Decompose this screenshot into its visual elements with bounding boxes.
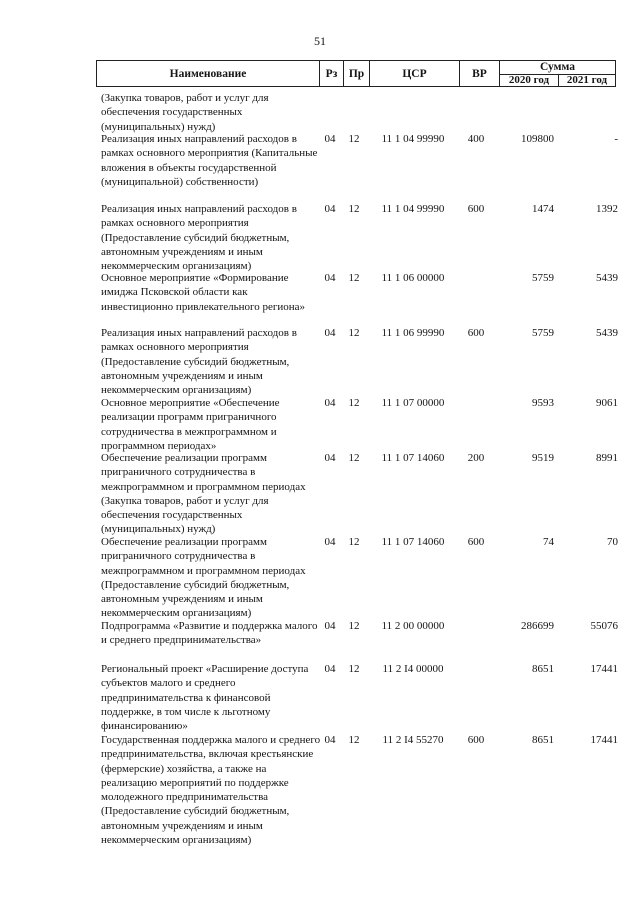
row-sum-2021: 17441 xyxy=(590,663,618,675)
row-pr: 12 xyxy=(348,397,360,409)
table-row xyxy=(0,271,640,326)
header-year-2020: 2020 год xyxy=(508,74,550,86)
row-sum-2020: 8651 xyxy=(532,663,554,675)
header-vr: ВР xyxy=(459,61,499,86)
row-pr: 12 xyxy=(348,734,360,746)
row-rz: 04 xyxy=(324,397,336,409)
row-name: Реализация иных направлений расходов в рамках основного мероприятия (Капитальные вложения в объекты государственной (муниципальной) собственности) xyxy=(101,133,318,188)
row-rz: 04 xyxy=(324,327,336,339)
row-csr: 11 1 06 99990 xyxy=(381,327,445,339)
row-name: Подпрограмма «Развитие и поддержка малого и среднего предпринимательства» xyxy=(101,620,318,647)
header-sum-group xyxy=(499,61,615,86)
table-body xyxy=(0,91,640,863)
row-csr: 11 1 07 14060 xyxy=(381,536,445,548)
row-sum-2021: 1392 xyxy=(596,203,618,215)
row-csr: 11 2 I4 00000 xyxy=(382,663,444,675)
row-pr: 12 xyxy=(348,620,360,632)
row-sum-2020: 109800 xyxy=(521,133,554,145)
row-csr: 11 1 07 00000 xyxy=(381,397,445,409)
row-pr: 12 xyxy=(348,203,360,215)
row-csr: 11 1 04 99990 xyxy=(381,203,445,215)
table-row xyxy=(0,396,640,451)
row-vr: 600 xyxy=(467,327,485,339)
row-csr: 11 2 I4 55270 xyxy=(382,734,444,746)
row-rz: 04 xyxy=(324,620,336,632)
row-vr: 600 xyxy=(467,536,485,548)
row-pr: 12 xyxy=(348,272,360,284)
row-sum-2020: 74 xyxy=(543,536,554,548)
row-sum-2020: 8651 xyxy=(532,734,554,746)
row-csr: 11 2 00 00000 xyxy=(381,620,445,632)
row-rz: 04 xyxy=(324,734,336,746)
row-sum-2021: 5439 xyxy=(596,272,618,284)
header-name: Наименование xyxy=(169,67,247,80)
row-sum-2020: 1474 xyxy=(532,203,554,215)
row-pr: 12 xyxy=(348,663,360,675)
row-sum-2021: 9061 xyxy=(596,397,618,409)
row-sum-2021: 17441 xyxy=(590,734,618,746)
row-pr: 12 xyxy=(348,133,360,145)
row-csr: 11 1 04 99990 xyxy=(381,133,445,145)
row-pr: 12 xyxy=(348,452,360,464)
table-row xyxy=(0,202,640,271)
header-year-2021: 2021 год xyxy=(558,74,615,86)
header-rz: Рз xyxy=(319,61,343,86)
table-header xyxy=(96,60,616,87)
row-sum-2020: 5759 xyxy=(532,272,554,284)
row-rz: 04 xyxy=(324,452,336,464)
row-name: Региональный проект «Расширение доступа субъектов малого и среднего предпринимательства к финансовой поддержке, в том числе к льготному финансированию» xyxy=(101,663,309,733)
row-name: Обеспечение реализации программ приграничного сотрудничества в межпрограммном и программном периодах (Предоставление субсидий бюджетным, автономным учреждениям и иным некоммерческим организациям) xyxy=(101,536,306,620)
row-name: Основное мероприятие «Обеспечение реализации программ приграничного сотрудничества в межпрограммном и программном периодах» xyxy=(101,397,280,452)
table-row xyxy=(0,619,640,662)
row-name: Основное мероприятие «Формирование имиджа Псковской области как инвестиционно привлекательного региона» xyxy=(101,272,306,313)
page-number: 51 xyxy=(314,34,326,48)
row-sum-2020: 9593 xyxy=(532,397,554,409)
header-csr: ЦСР xyxy=(369,61,459,86)
row-sum-2020: 286699 xyxy=(521,620,554,632)
table-row xyxy=(0,91,640,132)
row-pr: 12 xyxy=(348,536,360,548)
table-row xyxy=(0,451,640,535)
table-row xyxy=(0,662,640,733)
row-sum-2021: 5439 xyxy=(596,327,618,339)
row-name: Реализация иных направлений расходов в рамках основного мероприятия (Предоставление субсидий бюджетным, автономным учреждениям и иным некоммерческим организациям) xyxy=(101,327,297,397)
row-name: Обеспечение реализации программ приграничного сотрудничества в межпрограммном и программном периодах (Закупка товаров, работ и услуг для обеспечения государственных (муниципальных) нужд) xyxy=(101,452,306,536)
row-rz: 04 xyxy=(324,133,336,145)
table-row xyxy=(0,132,640,202)
row-sum-2021: 8991 xyxy=(596,452,618,464)
row-sum-2021: - xyxy=(614,133,618,145)
row-pr: 12 xyxy=(348,327,360,339)
row-csr: 11 1 06 00000 xyxy=(381,272,445,284)
row-name: Реализация иных направлений расходов в рамках основного мероприятия (Предоставление субсидий бюджетным, автономным учреждениям и иным некоммерческим организациям) xyxy=(101,203,297,273)
row-rz: 04 xyxy=(324,203,336,215)
table-row xyxy=(0,535,640,619)
row-rz: 04 xyxy=(324,663,336,675)
row-vr: 600 xyxy=(467,203,485,215)
row-rz: 04 xyxy=(324,536,336,548)
row-sum-2021: 70 xyxy=(607,536,618,548)
row-vr: 400 xyxy=(467,133,485,145)
row-vr: 200 xyxy=(467,452,485,464)
table-row xyxy=(0,733,640,863)
row-vr: 600 xyxy=(467,734,485,746)
header-sum: Сумма xyxy=(500,61,615,75)
row-sum-2020: 9519 xyxy=(532,452,554,464)
row-sum-2021: 55076 xyxy=(590,620,618,632)
table-row xyxy=(0,326,640,396)
row-csr: 11 1 07 14060 xyxy=(381,452,445,464)
row-name: Государственная поддержка малого и среднего предпринимательства, включая крестьянские (фермерские) хозяйства, а также на реализацию мероприятий по поддержке молодежного предпринимательства (Предоставление субсидий бюджетным, автономным учреждениям и иным некоммерческим организациям) xyxy=(101,734,321,847)
header-pr: Пр xyxy=(343,61,369,86)
row-sum-2020: 5759 xyxy=(532,327,554,339)
row-rz: 04 xyxy=(324,272,336,284)
row-name: (Закупка товаров, работ и услуг для обеспечения государственных (муниципальных) нужд) xyxy=(101,92,269,133)
